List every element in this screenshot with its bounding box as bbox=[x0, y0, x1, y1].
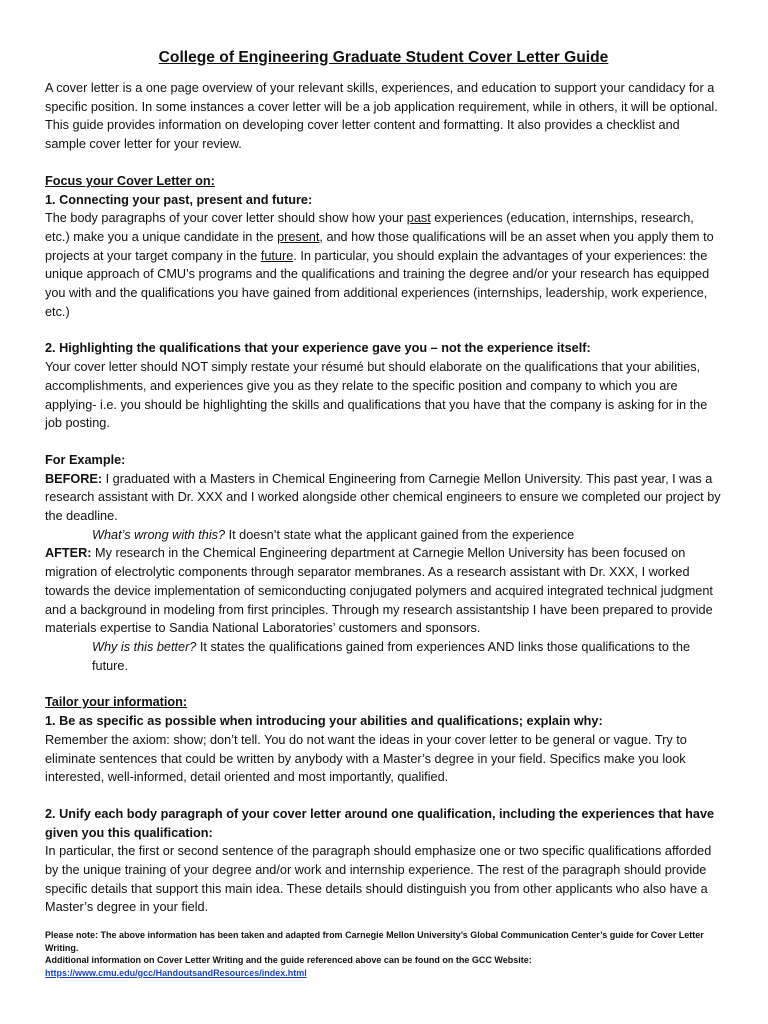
example-better bbox=[45, 638, 722, 675]
before-label: BEFORE: bbox=[45, 471, 103, 486]
tailor-item-2-heading: 2. Unify each body paragraph of your cover letter around one qualification, including the experiences that have given you this qualification: bbox=[45, 806, 715, 840]
better-question: Why is this better? bbox=[92, 639, 197, 654]
better-answer: It states the qualifications gained from experiences AND links those qualifications to the future. bbox=[92, 639, 691, 673]
example-before bbox=[45, 470, 722, 526]
focus-item-1-text-a: The body paragraphs of your cover letter should show how your bbox=[45, 211, 407, 226]
word-present: present bbox=[277, 229, 320, 244]
wrong-answer: It doesn’t state what the applicant gained from the experience bbox=[225, 527, 575, 542]
word-future: future bbox=[260, 248, 294, 263]
note-line-1: Please note: The above information has been taken and adapted from Carnegie Mellon University’s Global Communication Center’s guide for Cover Letter Writing. bbox=[45, 930, 704, 953]
focus-heading: Focus your Cover Letter on: bbox=[45, 173, 215, 188]
after-text: My research in the Chemical Engineering department at Carnegie Mellon University has been focused on migration of electrolytic components through separator membranes. As a research assistant with Dr. XXX, I worked towards the device implementation of semiconducting conjugated polymers and acquired integrated technical judgment and a background in modeling from first principles. Through my research assistantship I have been prepared to provide materials expertise to Sandia National Laboratories’ customers and sponsors. bbox=[45, 546, 713, 636]
gcc-website-link[interactable]: https://www.cmu.edu/gcc/HandoutsandResources/index.html bbox=[45, 967, 307, 978]
word-past: past bbox=[406, 211, 431, 226]
focus-item-1-text-c: , and how those qualifications will be an asset when you apply them to projects at your target company in the bbox=[45, 229, 714, 263]
focus-item-1-body bbox=[45, 209, 722, 321]
tailor-heading: Tailor your information: bbox=[45, 695, 188, 710]
wrong-question: What’s wrong with this? bbox=[92, 527, 226, 542]
intro-paragraph: A cover letter is a one page overview of your relevant skills, experiences, and education to support your candidacy for a specific position. In some instances a cover letter will be a job application requirement, while in others, it will be optional. This guide provides information on developing cover letter content and formatting. It also provides a checklist and sample cover letter for your review. bbox=[45, 81, 718, 152]
focus-item-2-body: Your cover letter should NOT simply restate your résumé but should elaborate on the qualifications that your abilities, accomplishments, and experiences give you as they relate to the specific position and company to which you are applying- i.e. you should be highlighting the skills and qualifications that you have that the company is asking for in the job posting. bbox=[45, 360, 708, 431]
page-title: College of Engineering Graduate Student Cover Letter Guide bbox=[158, 49, 609, 66]
example-heading: For Example: bbox=[45, 452, 126, 467]
note-line-2: Additional information on Cover Letter Writing and the guide referenced above can be found on the GCC Website: bbox=[45, 955, 532, 966]
example-after bbox=[45, 544, 722, 638]
tailor-item-1-heading: 1. Be as specific as possible when introducing your abilities and qualifications; explain why: bbox=[45, 714, 603, 729]
example-wrong bbox=[45, 526, 722, 545]
focus-item-1-heading: 1. Connecting your past, present and future: bbox=[45, 192, 313, 207]
focus-item-1-text-d: . In particular, you should explain the advantages of your experiences: the unique approach of CMU’s programs and the qualifications and training the degree and/or your research has equipped you with and the qualifications you have gained from additional experiences (internships, leadership, work experience, etc.) bbox=[45, 248, 710, 319]
after-label: AFTER: bbox=[45, 546, 92, 561]
tailor-item-2-body: In particular, the first or second sentence of the paragraph should emphasize one or two specific qualifications afforded by the unique training of your degree and/or work and internship experience. The rest of the paragraph should provide specific details that support this main idea. These details should distinguish you from other applicants who also have a Master’s degree in your field. bbox=[45, 844, 712, 915]
before-text: I graduated with a Masters in Chemical Engineering from Carnegie Mellon University. This past year, I was a research assistant with Dr. XXX and I worked alongside other chemical engineers to ensure we completed our project by the deadline. bbox=[45, 471, 721, 524]
focus-item-1-text-b: experiences (education, internships, research, etc.) make you a unique candidate in the bbox=[45, 211, 694, 244]
focus-item-2-heading: 2. Highlighting the qualifications that your experience gave you – not the experience itself: bbox=[45, 341, 591, 356]
tailor-item-1-body: Remember the axiom: show; don’t tell. You do not want the ideas in your cover letter to be general or vague. Try to eliminate sentences that could be written by anybody with a Master’s degree in your field. Specifics make you look interested, well-informed, detail oriented and most importantly, qualified. bbox=[45, 732, 687, 785]
source-note bbox=[45, 929, 722, 979]
